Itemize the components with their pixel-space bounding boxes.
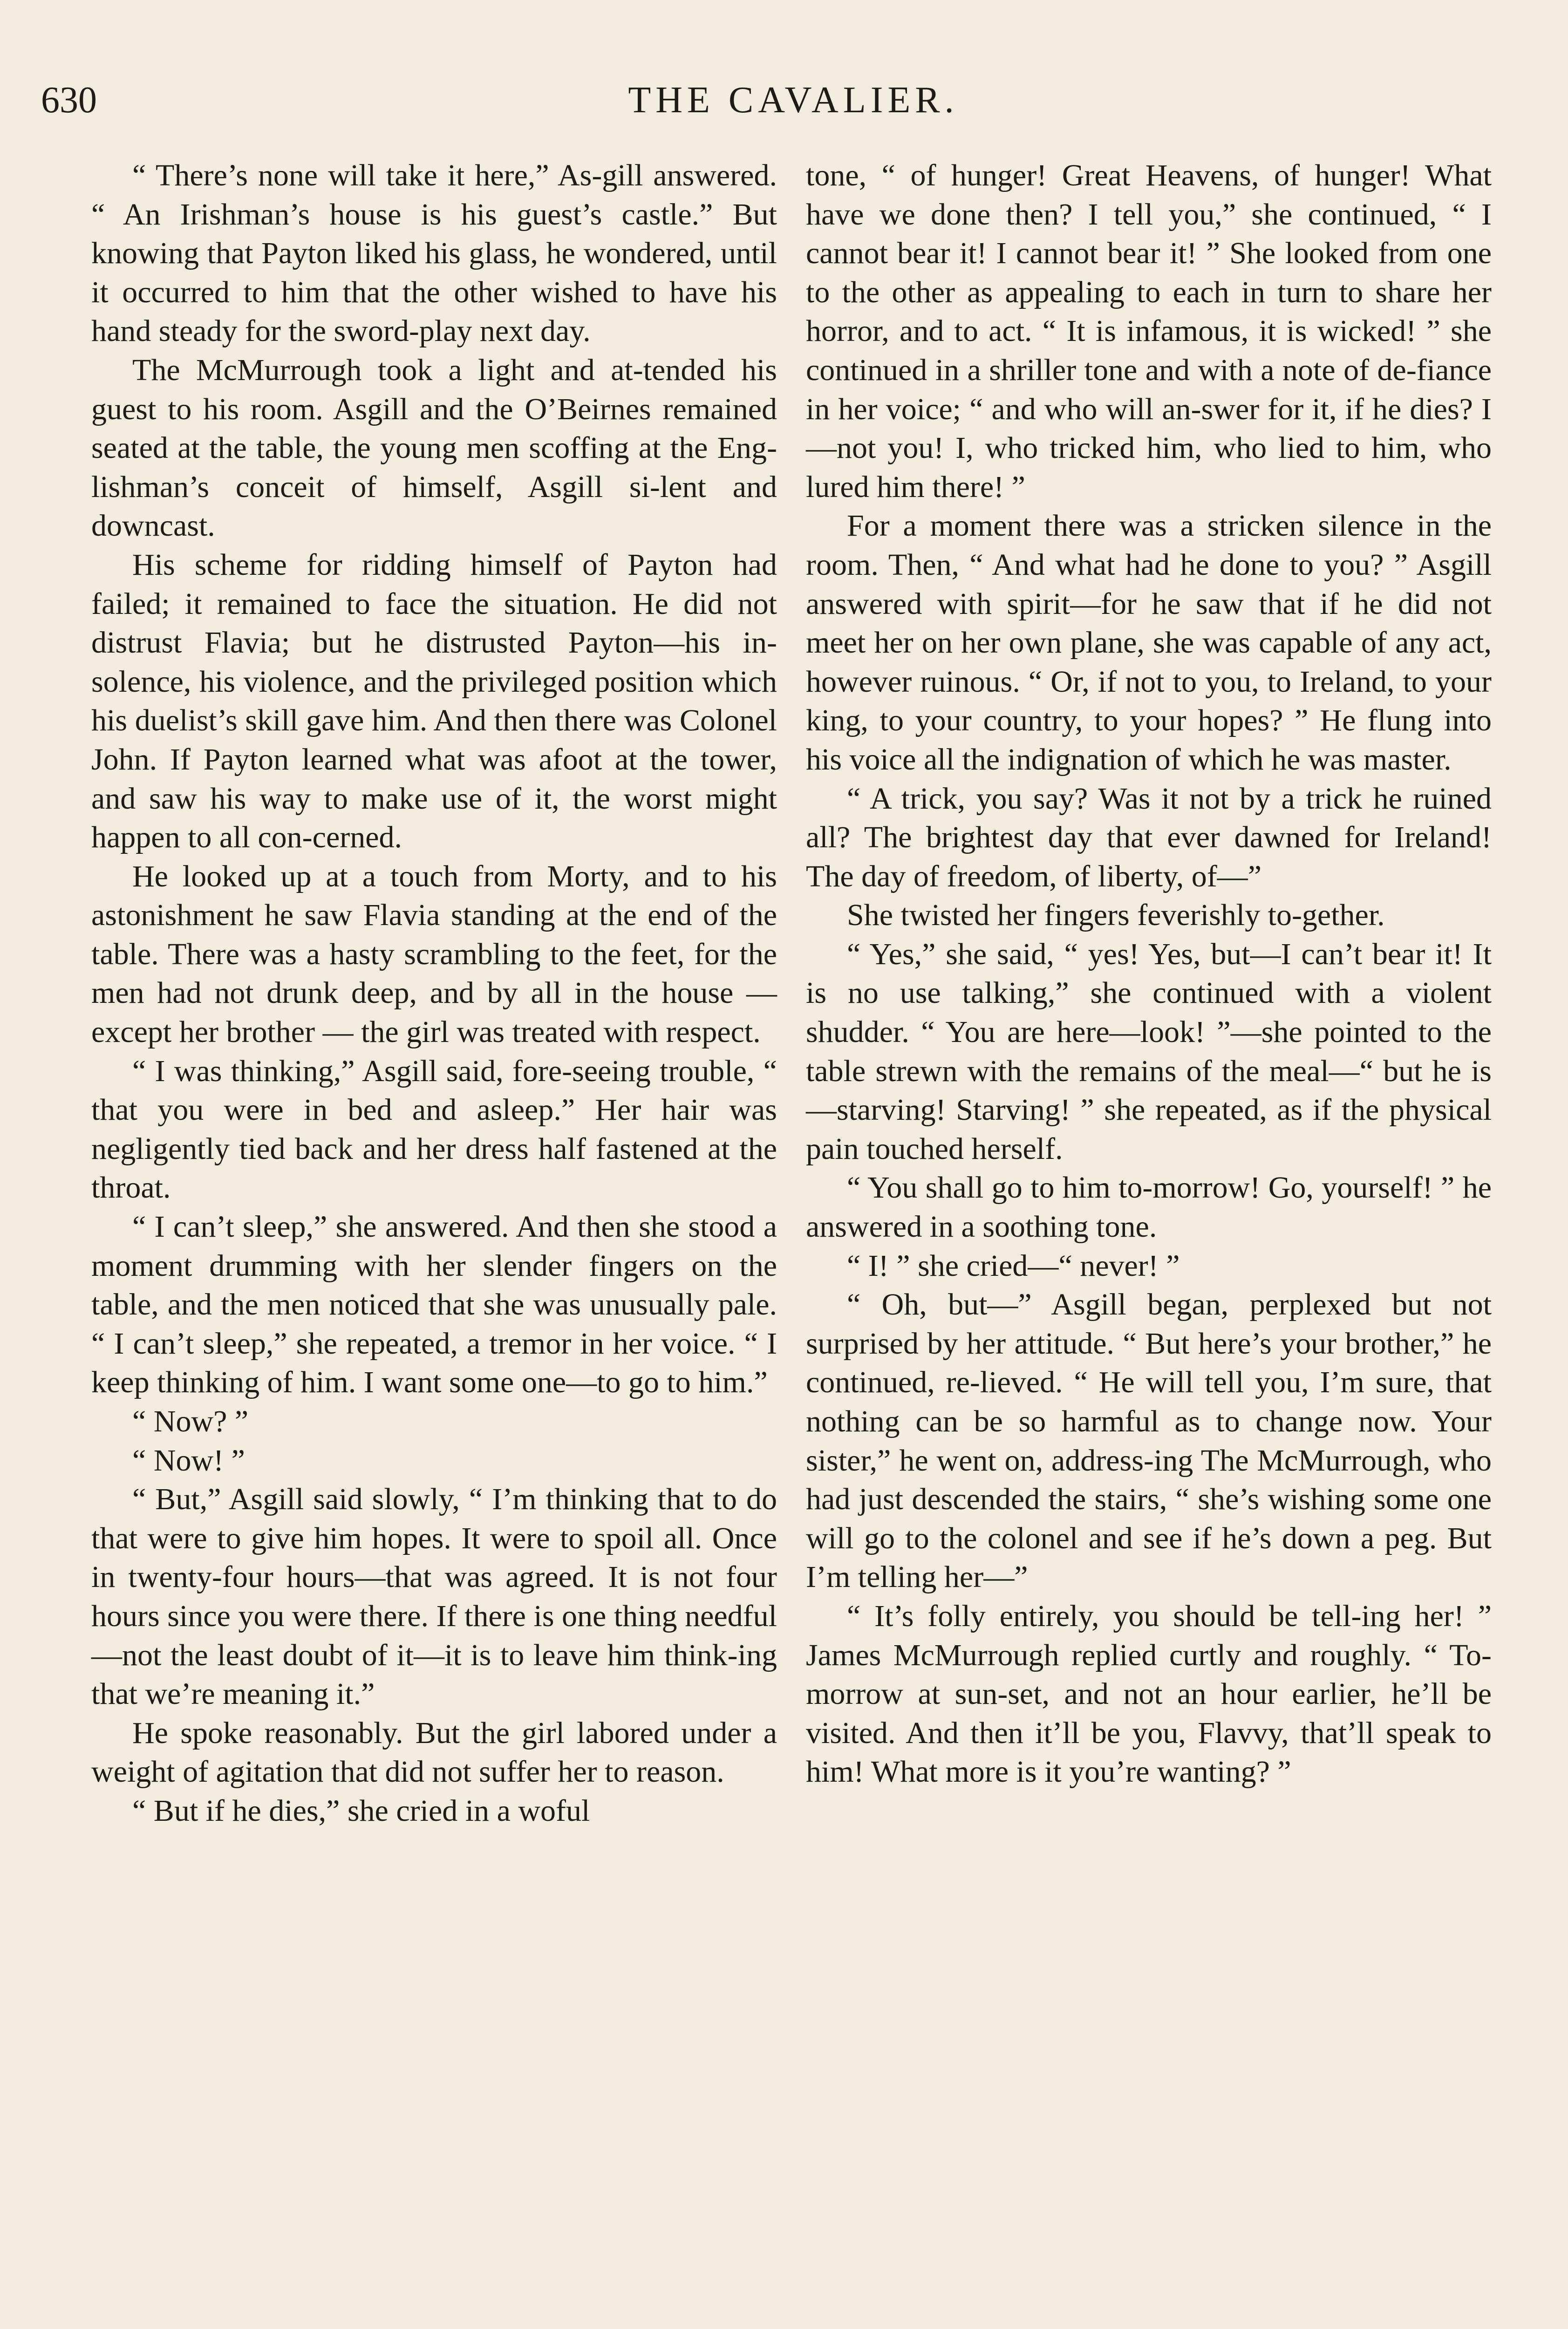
paragraph: For a moment there was a stricken silence in the room. Then, “ And what had he done to you? ” Asgill answered with spirit—for he saw that if he did not meet her on her own plane, she was capable of any act, however ruinous. “ Or, if not to you, to Ireland, to your king, to your country, to your hopes? ” He flung into his voice all the indignation of which he was master. (806, 509, 1492, 776)
paragraph: “ Yes,” she said, “ yes! Yes, but—I can’t bear it! It is no use talking,” she continued with a violent shudder. “ You are here—look! ”—she pointed to the table strewn with the remains of the meal—“ but he is—starving! Starving! ” she repeated, as if the physical pain touched herself. (806, 937, 1492, 1166)
paragraph: “ Now! ” (132, 1443, 245, 1478)
paragraph: His scheme for ridding himself of Payton had failed; it remained to face the situation. He did not distrust Flavia; but he distrusted Payton—his in-solence, his violence, and the privileged position which his duelist’s skill gave him. And then there was Colonel John. If Payton learned what was afoot at the tower, and saw his way to make use of it, the worst might happen to all con-cerned. (91, 547, 777, 855)
paragraph: “ But if he dies,” she cried in a woful (132, 1793, 590, 1828)
paragraph: She twisted her fingers feverishly to-gether. (847, 898, 1385, 933)
paragraph: “ Now? ” (132, 1404, 249, 1438)
paragraph: “ There’s none will take it here,” As-gill answered. “ An Irishman’s house is his guest’s castle.” But knowing that Payton liked his glass, he wondered, until it occurred to him that the other wished to have his hand steady for the sword-play next day. (91, 158, 777, 348)
page-header (41, 75, 1546, 140)
paragraph: “ Oh, but—” Asgill began, perplexed but not surprised by her attitude. “ But here’s your brother,” he continued, re-lieved. “ He will tell you, I’m sure, that nothing can be so harmful as to change now. Your sister,” he went on, address-ing The McMurrough, who had just descended the stairs, “ she’s wishing some one will go to the colonel and see if he’s down a peg. But I’m telling her—” (806, 1287, 1492, 1594)
page-number: 630 (41, 80, 97, 121)
left-column (91, 156, 777, 1831)
running-title: THE CAVALIER. (628, 80, 959, 121)
paragraph: “ It’s folly entirely, you should be tell-ing her! ” James McMurrough replied curtly and roughly. “ To-morrow at sun-set, and not an hour earlier, he’ll be visited. And then it’ll be you, Flavvy, that’ll speak to him! What more is it you’re wanting? ” (806, 1599, 1492, 1789)
paragraph: “ I! ” she cried—“ never! ” (847, 1248, 1180, 1283)
paragraph: “ You shall go to him to-morrow! Go, yourself! ” he answered in a soothing tone. (806, 1171, 1492, 1244)
paragraph: “ I can’t sleep,” she answered. And then she stood a moment drumming with her slender fingers on the table, and the men noticed that she was unusually pale. “ I can’t sleep,” she repeated, a tremor in her voice. “ I keep thinking of him. I want some one—to go to him.” (91, 1210, 777, 1400)
paragraph: “ But,” Asgill said slowly, “ I’m thinking that to do that were to give him hopes. It were to spoil all. Once in twenty-four hours—that was agreed. It is not four hours since you were there. If there is one thing needful—not the least doubt of it—it is to leave him think-ing that we’re meaning it.” (91, 1482, 777, 1711)
paragraph: He looked up at a touch from Morty, and to his astonishment he saw Flavia standing at the end of the table. There was a hasty scrambling to the feet, for the men had not drunk deep, and by all in the house — except her brother — the girl was treated with respect. (91, 859, 777, 1049)
paragraph: “ A trick, you say? Was it not by a trick he ruined all? The brightest day that ever dawned for Ireland! The day of freedom, of liberty, of—” (806, 781, 1492, 893)
paragraph: The McMurrough took a light and at-tended his guest to his room. Asgill and the O’Beirnes remained seated at the table, the young men scoffing at the Eng-lishman’s conceit of himself, Asgill si-lent and downcast. (91, 353, 777, 543)
paragraph-continuation: tone, “ of hunger! Great Heavens, of hunger! What have we done then? I tell you,” she continued, “ I cannot bear it! I cannot bear it! ” She looked from one to the other as appealing to each in turn to share her horror, and to act. “ It is infamous, it is wicked! ” she continued in a shriller tone and with a note of de-fiance in her voice; “ and who will an-swer for it, if he dies? I—not you! I, who tricked him, who lied to him, who lured him there! ” (806, 158, 1492, 504)
paragraph: “ I was thinking,” Asgill said, fore-seeing trouble, “ that you were in bed and asleep.” Her hair was negligently tied back and her dress half fastened at the throat. (91, 1054, 777, 1205)
right-column (806, 156, 1492, 1791)
paragraph: He spoke reasonably. But the girl labored under a weight of agitation that did not suffer her to reason. (91, 1716, 777, 1789)
